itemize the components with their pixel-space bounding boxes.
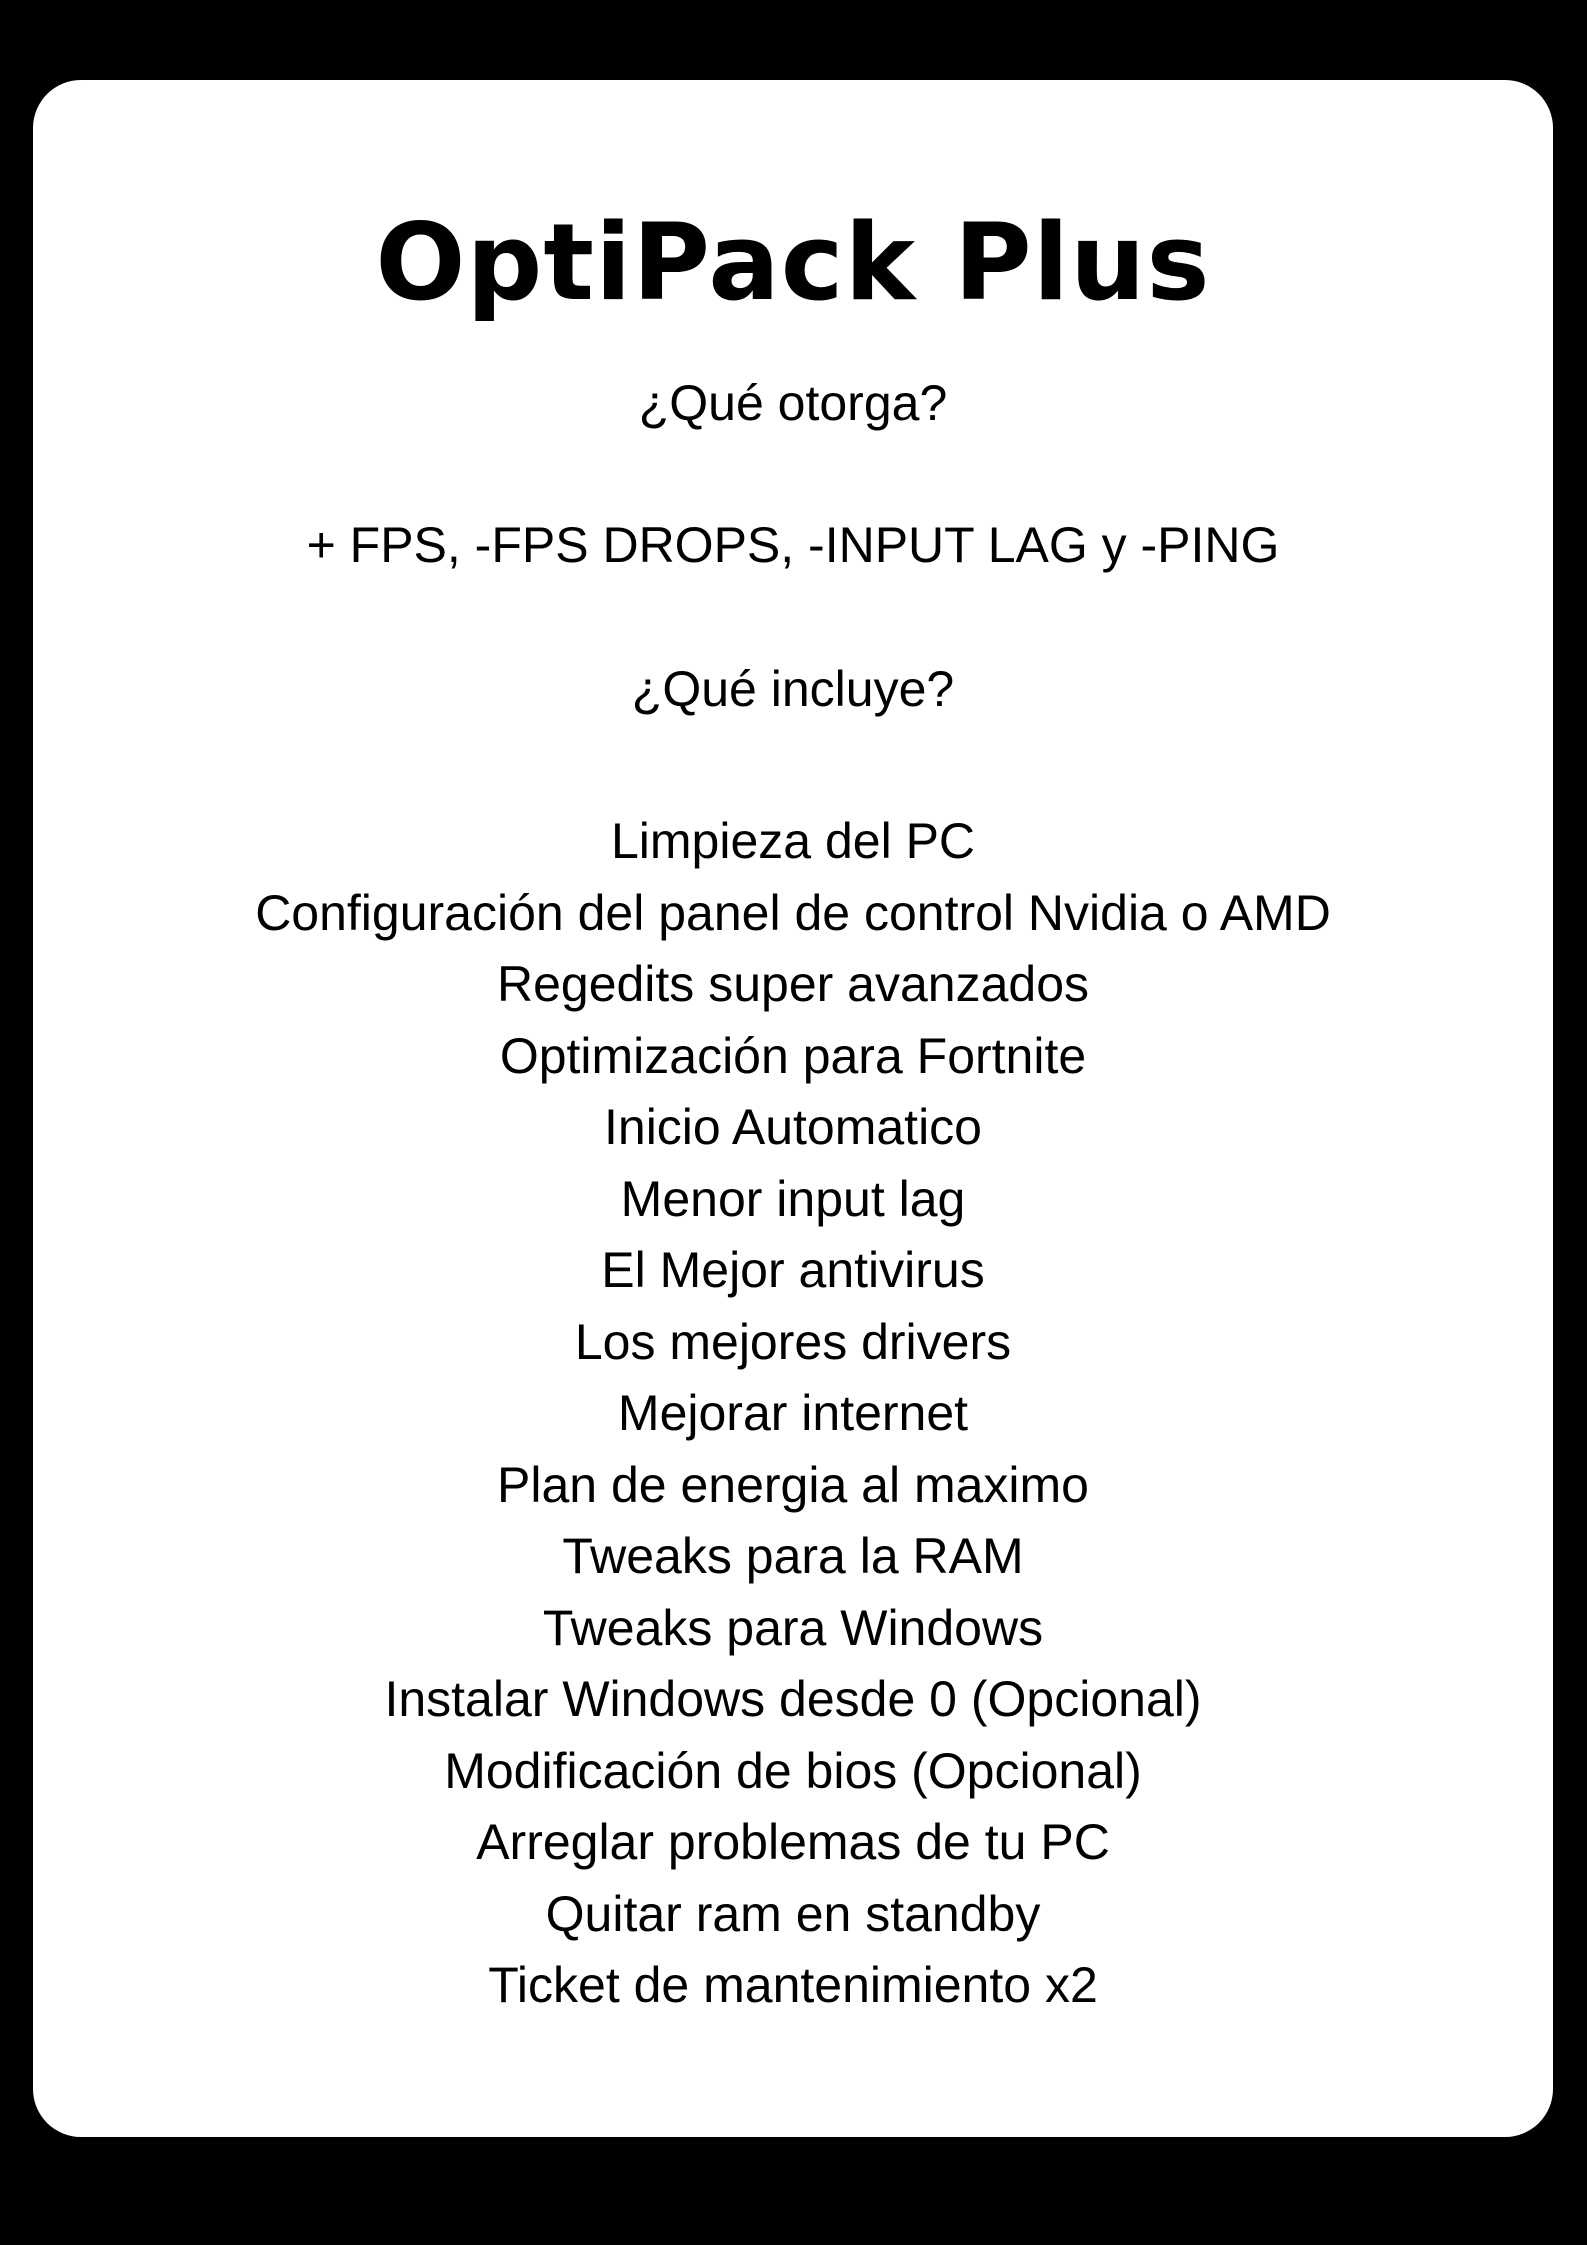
list-item-antivirus: El Mejor antivirus: [601, 1242, 985, 1298]
list-item-maintenance-ticket: Ticket de mantenimiento x2: [488, 1957, 1098, 2013]
list-item-fix-problems: Arreglar problemas de tu PC: [476, 1814, 1110, 1870]
list-item-regedits: Regedits super avanzados: [496, 956, 1090, 1012]
list-item-drivers: Los mejores drivers: [574, 1313, 1012, 1370]
list-item-internet: Mejorar internet: [617, 1385, 969, 1441]
grants-heading: ¿Qué otorga?: [638, 375, 948, 431]
list-item-ram-tweaks: Tweaks para la RAM: [562, 1528, 1024, 1584]
list-item-power-plan: Plan de energia al maximo: [497, 1456, 1089, 1513]
list-item-windows-install: Instalar Windows desde 0 (Opcional): [384, 1671, 1202, 1727]
list-item-windows-tweaks: Tweaks para Windows: [542, 1599, 1044, 1656]
benefits-text: + FPS, -FPS DROPS, -INPUT LAG y -PING: [306, 517, 1280, 573]
includes-heading: ¿Qué incluye?: [631, 661, 955, 717]
list-item-input-lag: Menor input lag: [620, 1170, 966, 1227]
list-item-bios: Modificación de bios (Opcional): [444, 1742, 1142, 1799]
list-item-fortnite: Optimización para Fortnite: [499, 1027, 1087, 1084]
list-item-autostart: Inicio Automatico: [604, 1099, 982, 1155]
page-title: OptiPack Plus: [375, 201, 1211, 324]
product-card: [33, 80, 1553, 2137]
list-item-gpu-panel: Configuración del panel de control Nvidia o AMD: [255, 884, 1331, 941]
list-item-standby-ram: Quitar ram en standby: [545, 1885, 1041, 1942]
list-item-cleaning: Limpieza del PC: [610, 813, 976, 869]
includes-list: [33, 806, 1553, 2022]
